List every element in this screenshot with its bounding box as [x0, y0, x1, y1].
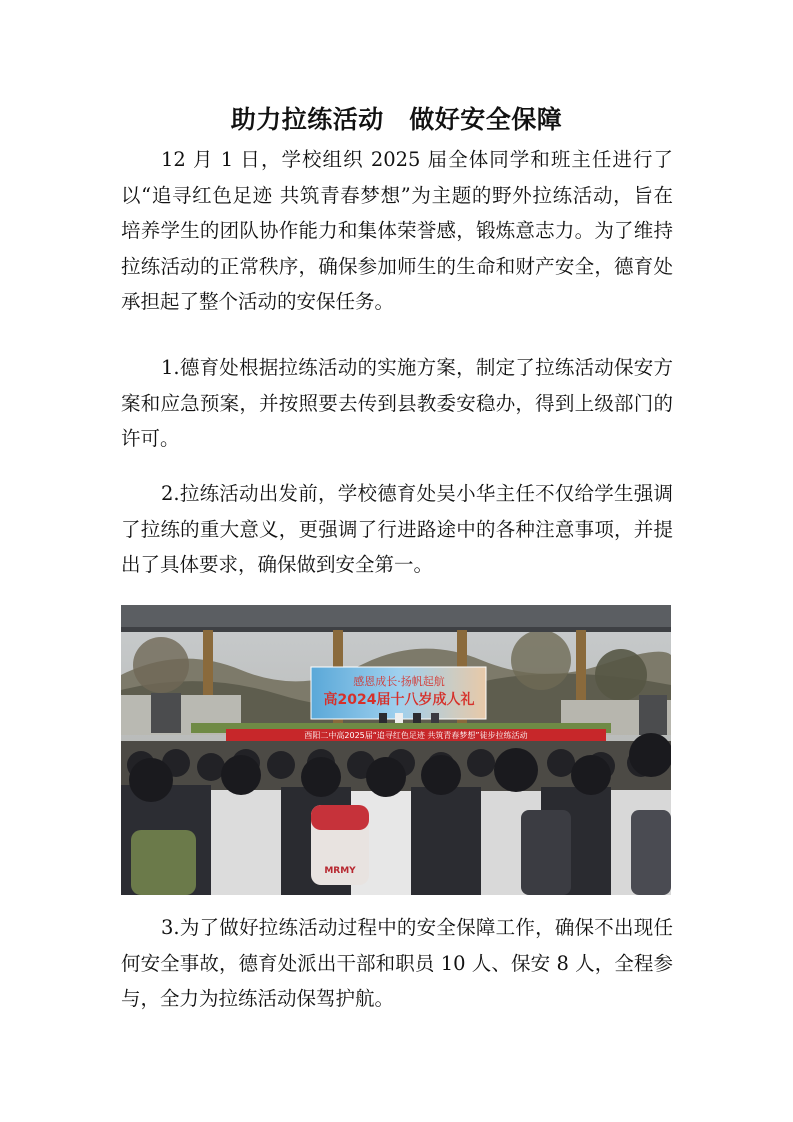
paragraph-item-1: 1.德育处根据拉练活动的实施方案，制定了拉练活动保安方案和应急预案，并按照要去传到县教委安稳办，得到上级部门的许可。: [121, 356, 673, 450]
stage-sign-line2: 高2024届十八岁成人礼: [323, 692, 475, 708]
paragraph-intro: 12 月 1 日，学校组织 2025 届全体同学和班主任进行了以“追寻红色足迹 共筑青春梦想”为主题的野外拉练活动，旨在培养学生的团队协作能力和集体荣誉感，锻炼意志力。为了维持拉练活动的正常秩序，确保参加师生的生命和财产安全，德育处承担起了整个活动的安保任务。: [121, 148, 673, 313]
event-photo: [121, 605, 671, 895]
stage-sign-line1: 感恩成长·扬帆起航: [353, 675, 445, 688]
backpack-text: MRMY: [324, 866, 356, 876]
document-title: 助力拉练活动 做好安全保障: [230, 105, 563, 134]
paragraph-item-2: 2.拉练活动出发前，学校德育处吴小华主任不仅给学生强调了拉练的重大意义，更强调了行进路途中的各种注意事项，并提出了具体要求，确保做到安全第一。: [121, 482, 673, 576]
red-banner-text: 酉阳二中高2025届“追寻红色足迹 共筑青春梦想”徒步拉练活动: [304, 731, 528, 740]
paragraph-item-3: 3.为了做好拉练活动过程中的安全保障工作，确保不出现任何安全事故，德育处派出干部和职员 10 人、保安 8 人，全程参与，全力为拉练活动保驾护航。: [121, 916, 673, 1010]
